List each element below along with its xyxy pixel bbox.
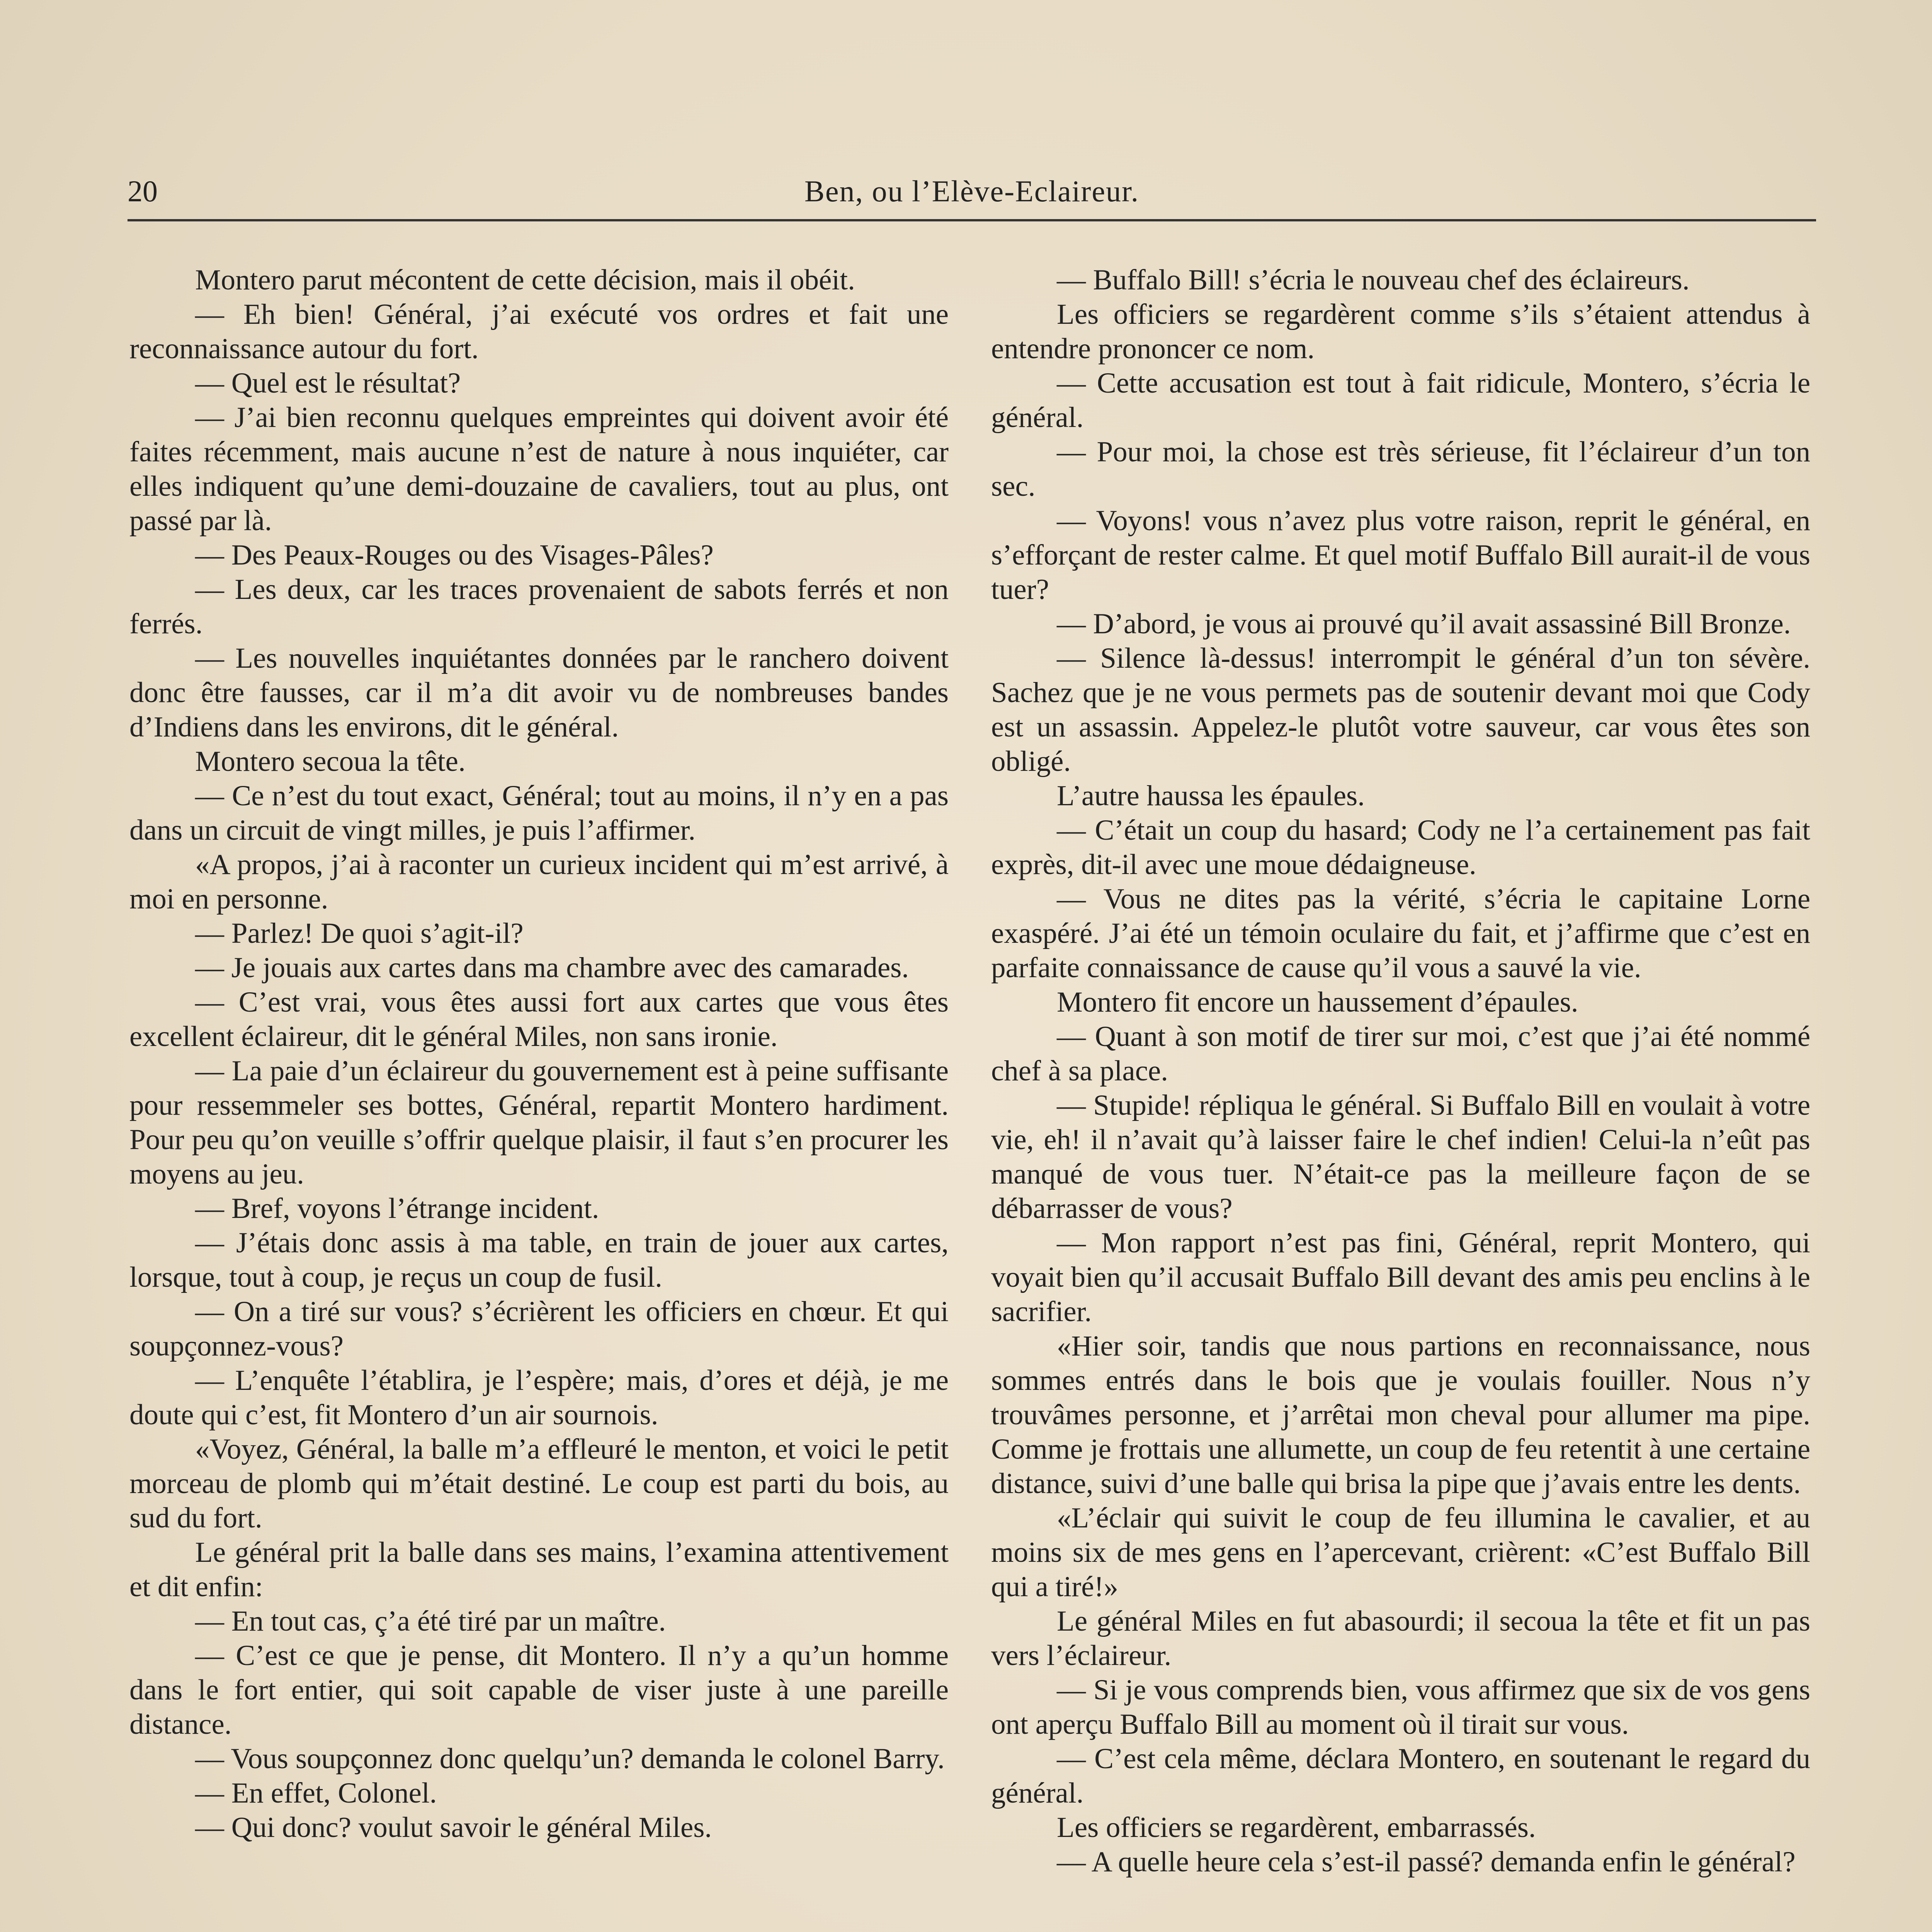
- paragraph: — J’étais donc assis à ma table, en train de jouer aux cartes, lorsque, tout à coup, je reçus un coup de fusil.: [129, 1227, 949, 1293]
- paragraph: — En effet, Colonel.: [195, 1777, 437, 1809]
- paragraph: — Buffalo Bill! s’écria le nouveau chef des éclaireurs.: [1057, 264, 1690, 296]
- paragraph: — Des Peaux-Rouges ou des Visages-Pâles?: [195, 539, 714, 571]
- paragraph: — En tout cas, ç’a été tiré par un maître.: [195, 1605, 666, 1637]
- paragraph: — Ce n’est du tout exact, Général; tout au moins, il n’y en a pas dans un circuit de vingt milles, je puis l’affirmer.: [129, 780, 949, 846]
- paragraph: Les officiers se regardèrent comme s’ils s’étaient attendus à entendre prononcer ce nom.: [991, 298, 1810, 365]
- paragraph: — Les deux, car les traces provenaient de sabots ferrés et non ferrés.: [129, 573, 949, 640]
- paragraph: «Hier soir, tandis que nous partions en reconnaissance, nous sommes entrés dans le bois que je voulais fouiller. Nous n’y trouvâmes personne, et j’arrêtai mon cheval pour allumer ma pipe. Comme je frottais une allumette, un coup de feu retentit à une certaine distance, suivi d’une balle qui brisa la pipe que j’avais entre les dents.: [991, 1330, 1810, 1500]
- paragraph: — On a tiré sur vous? s’écrièrent les officiers en chœur. Et qui soupçonnez-vous?: [129, 1296, 949, 1362]
- paragraph: — Je jouais aux cartes dans ma chambre avec des camarades.: [195, 952, 909, 984]
- paragraph: — C’est cela même, déclara Montero, en soutenant le regard du général.: [991, 1743, 1810, 1809]
- paragraph: L’autre haussa les épaules.: [1057, 780, 1365, 812]
- paragraph: «A propos, j’ai à raconter un curieux incident qui m’est arrivé, à moi en personne.: [129, 849, 949, 915]
- paragraph: Montero secoua la tête.: [195, 745, 466, 777]
- paragraph: — Parlez! De quoi s’agit-il?: [195, 917, 524, 949]
- right-column: [991, 263, 1810, 1879]
- paragraph: Le général prit la balle dans ses mains, l’examina attentivement et dit enfin:: [129, 1536, 949, 1603]
- paragraph: Le général Miles en fut abasourdi; il secoua la tête et fit un pas vers l’éclaireur.: [991, 1605, 1810, 1672]
- paragraph: — Les nouvelles inquiétantes données par le ranchero doivent donc être fausses, car il m’a dit avoir vu de nombreuses bandes d’Indiens dans les environs, dit le général.: [129, 642, 949, 743]
- left-column: [129, 263, 949, 1845]
- paragraph: — Quant à son motif de tirer sur moi, c’est que j’ai été nommé chef à sa place.: [991, 1020, 1810, 1087]
- paragraph: Les officiers se regardèrent, embarrassés.: [1057, 1811, 1536, 1844]
- paragraph: — Vous soupçonnez donc quelqu’un? demanda le colonel Barry.: [195, 1743, 945, 1775]
- running-title: Ben, ou l’Elève-Eclaireur.: [804, 174, 1139, 208]
- paragraph: Montero fit encore un haussement d’épaules.: [1057, 986, 1578, 1018]
- paragraph: Montero parut mécontent de cette décision, mais il obéit.: [195, 264, 855, 296]
- paragraph: — J’ai bien reconnu quelques empreintes qui doivent avoir été faites récemment, mais aucune n’est de nature à nous inquiéter, car elles indiquent qu’une demi-douzaine de cavaliers, tout au plus, ont passé par là.: [129, 401, 949, 537]
- paragraph: — La paie d’un éclaireur du gouvernement est à peine suffisante pour ressemmeler ses bottes, Général, repartit Montero hardiment. Pour peu qu’on veuille s’offrir quelque plaisir, il faut s’en procurer les moyens au jeu.: [129, 1055, 949, 1190]
- paragraph: — Voyons! vous n’avez plus votre raison, reprit le général, en s’efforçant de rester calme. Et quel motif Buffalo Bill aurait-il de vous tuer?: [991, 505, 1810, 605]
- paragraph: — D’abord, je vous ai prouvé qu’il avait assassiné Bill Bronze.: [1057, 608, 1791, 640]
- paragraph: — Si je vous comprends bien, vous affirmez que six de vos gens ont aperçu Buffalo Bill au moment où il tirait sur vous.: [991, 1674, 1810, 1740]
- paragraph: — C’est vrai, vous êtes aussi fort aux cartes que vous êtes excellent éclaireur, dit le général Miles, non sans ironie.: [129, 986, 949, 1053]
- paragraph: — Stupide! répliqua le général. Si Buffalo Bill en voulait à votre vie, eh! il n’avait qu’à laisser faire le chef indien! Celui-la n’eût pas manqué de vous tuer. N’était-ce pas la meilleure façon de se débarrasser de vous?: [991, 1089, 1810, 1225]
- paragraph: «Voyez, Général, la balle m’a effleuré le menton, et voici le petit morceau de plomb qui m’était destiné. Le coup est parti du bois, au sud du fort.: [129, 1433, 949, 1534]
- page-number: 20: [128, 174, 158, 208]
- paragraph: — Pour moi, la chose est très sérieuse, fit l’éclaireur d’un ton sec.: [991, 436, 1810, 502]
- header-rule: [128, 219, 1816, 221]
- paragraph: — Cette accusation est tout à fait ridicule, Montero, s’écria le général.: [991, 367, 1810, 434]
- paragraph: — C’était un coup du hasard; Cody ne l’a certainement pas fait exprès, dit-il avec une moue dédaigneuse.: [991, 814, 1810, 881]
- paragraph: — C’est ce que je pense, dit Montero. Il n’y a qu’un homme dans le fort entier, qui soit capable de viser juste à une pareille distance.: [129, 1639, 949, 1740]
- paragraph: — Silence là-dessus! interrompit le général d’un ton sévère. Sachez que je ne vous permets pas de soutenir devant moi que Cody est un assassin. Appelez-le plutôt votre sauveur, car vous êtes son obligé.: [991, 642, 1810, 777]
- page-header: [128, 170, 1816, 216]
- paragraph: — Mon rapport n’est pas fini, Général, reprit Montero, qui voyait bien qu’il accusait Buffalo Bill devant des amis peu enclins à le sacrifier.: [991, 1227, 1810, 1328]
- paragraph: — Vous ne dites pas la vérité, s’écria le capitaine Lorne exaspéré. J’ai été un témoin oculaire du fait, et j’affirme que c’est en parfaite connaissance de cause qu’il vous a sauvé la vie.: [991, 883, 1810, 984]
- paragraph: — Eh bien! Général, j’ai exécuté vos ordres et fait une reconnaissance autour du fort.: [129, 298, 949, 365]
- paragraph: — L’enquête l’établira, je l’espère; mais, d’ores et déjà, je me doute qui c’est, fit Montero d’un air sournois.: [129, 1364, 949, 1431]
- paragraph: — Qui donc? voulut savoir le général Miles.: [195, 1811, 712, 1844]
- paragraph: — Bref, voyons l’étrange incident.: [195, 1192, 599, 1225]
- paragraph: — Quel est le résultat?: [195, 367, 461, 399]
- paragraph: «L’éclair qui suivit le coup de feu illumina le cavalier, et au moins six de mes gens en l’apercevant, crièrent: «C’est Buffalo Bill qui a tiré!»: [991, 1502, 1810, 1603]
- paragraph: — A quelle heure cela s’est-il passé? demanda enfin le général?: [1057, 1846, 1796, 1878]
